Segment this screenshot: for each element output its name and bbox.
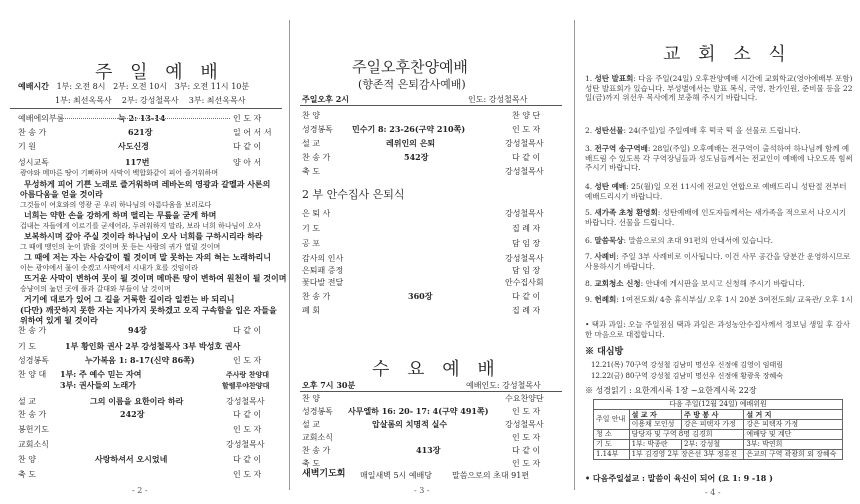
news-text: : 주일 3부 사례비로 이사됩니다. 이건 사무 공간을 당분간 운영하시므로 사용하시기 바랍니다. xyxy=(585,252,851,271)
reading-line: 이는 광야에서 물이 솟겠고 사막에서 시내가 흐를 것임이라 xyxy=(20,264,198,272)
announcements-right: 강성철목사 xyxy=(226,440,265,449)
responsive-reading-label: 성시교독 xyxy=(18,158,49,167)
hymn-label: 찬 송 가 xyxy=(18,128,47,137)
reading-line: 광야와 메마른 땅이 기뻐하며 사막이 백합화같이 피어 즐거워하며 xyxy=(20,169,219,177)
table-cell: 예배당 및 계단 xyxy=(744,430,843,440)
afternoon-service-title: 주일오후찬양예배 xyxy=(352,58,468,76)
sermon-preacher: 강성철목사 xyxy=(226,397,265,406)
dawn-prayer-title: 새벽기도회 xyxy=(302,469,346,479)
retire-row-right: 집 례 자 xyxy=(512,224,541,233)
retire-row-right: 강성철목사 xyxy=(505,209,544,218)
news-text: : 안내에 게시판을 보시고 신청해 주시기 바랍니다. xyxy=(640,279,805,288)
news-label: 새가족 초청 환영회 xyxy=(594,208,658,217)
sermon-title: 그의 이름을 요한이라 하라 xyxy=(90,396,184,406)
worship-committee-table xyxy=(593,399,843,460)
afternoon-leader: 인도: 강성철목사 xyxy=(468,95,528,104)
bible-reading: ※ 성경읽기 : 요한계시록 1장 ~요한계시록 22장 xyxy=(585,386,757,395)
scripture-ref: 민수기 8: 23-26(구약 210쪽) xyxy=(352,124,466,134)
reading-line: 거기에 대로가 있어 그 길을 거룩한 길이라 일컫는 바 되리니 xyxy=(24,294,235,304)
wed-row-right: 다 같 이 xyxy=(512,446,541,455)
table-cell: 1부: 박종란 xyxy=(629,440,681,450)
retire-row: 공 포 xyxy=(302,239,320,248)
hymn2-label: 찬 송 가 xyxy=(18,326,47,335)
page-number: - 3 - xyxy=(414,486,430,495)
next-sermon: • 다음주일설교 : 말씀이 육신이 되어 (요 1: 9 -18 ) xyxy=(585,473,773,483)
news-label: 성탄선물 xyxy=(594,126,624,135)
retire-row: 폐 회 xyxy=(302,306,320,315)
invocation-label: 기 원 xyxy=(18,142,36,151)
wed-row-right: 인 도 자 xyxy=(512,459,541,468)
news-item-4 xyxy=(585,182,855,201)
table-row-label: 주일 안내 xyxy=(594,410,630,430)
sermon-label: 설 교 xyxy=(18,397,36,406)
invocation-mid: 사도신경 xyxy=(118,141,149,151)
retire-row: 감사의 인사 xyxy=(302,254,344,263)
wed-row: 찬 양 xyxy=(302,394,320,403)
scripture-ref: 누가복음 1: 8-17(신약 86쪽) xyxy=(85,355,195,365)
sunday-service-column xyxy=(0,0,290,504)
table-cell: 청 소 xyxy=(594,430,630,440)
table-cell: 2부: 강성철 xyxy=(682,440,744,450)
news-item-9 xyxy=(585,295,855,305)
news-item-1 xyxy=(585,74,855,103)
reading-line: 무성하게 피어 기쁜 노래로 즐거워하며 레바논의 영광과 갈멜과 사론의 xyxy=(24,179,271,189)
news-num: 2. xyxy=(585,126,593,135)
news-label: 성탄 예배 xyxy=(594,182,627,191)
retire-row-right: 강성철목사 xyxy=(505,254,544,263)
table-cell: 이용채 모인성 xyxy=(629,420,681,430)
hymn-label: 찬 송 가 xyxy=(302,153,331,162)
offering-label: 봉헌기도 xyxy=(18,425,49,434)
table-header: 설 거 지 xyxy=(744,410,843,420)
table-header: 주 방 봉 사 xyxy=(682,410,744,420)
reading-line: 승냥이의 눕던 곳에 풀과 갈대와 부들이 날 것이며 xyxy=(20,285,171,293)
invocation-right: 다 같 이 xyxy=(233,142,262,151)
praise-title: 사랑하셔서 오시었네 xyxy=(95,454,168,464)
wed-row: 설 교 xyxy=(302,420,320,429)
table-cell: 담당자 및 구역 8명 김경희 xyxy=(629,430,744,440)
church-news-title: 교 회 소 식 xyxy=(663,44,792,65)
news-item-5 xyxy=(585,208,855,227)
wed-row: 성경봉독 xyxy=(302,407,333,416)
retire-row: 꽃다발 전달 xyxy=(302,278,344,287)
retire-row: 은 퇴 사 xyxy=(302,209,331,218)
table-title: 다음 주일(12월 24일) 예배위원 xyxy=(594,400,843,410)
wednesday-leader: 예배인도: 강성철목사 xyxy=(466,381,541,390)
benediction-label: 축 도 xyxy=(302,167,320,176)
call-right: 인 도 자 xyxy=(233,114,262,123)
news-item-7 xyxy=(585,252,855,271)
scripture-right: 인 도 자 xyxy=(233,356,262,365)
news-text: : 성탄예배에 인도자들께서는 새가족을 적으로서 나오시기 바랍니다. 선물을 드립니다. xyxy=(585,208,847,227)
choir-1: 주사랑 찬양대 xyxy=(226,370,270,379)
retire-row-right: 안수집사회 xyxy=(505,278,544,287)
hymn-number: 542장 xyxy=(404,152,429,162)
dotted-leader xyxy=(60,118,230,119)
wed-hymn: 413장 xyxy=(416,445,441,455)
benediction-label: 축 도 xyxy=(18,470,36,479)
news-text: : 28일(주일) 오후예배는 전구역이 출석하여 하나님께 함께 예배드림 수 있도록 각 구역장님들과 성도님들께서는 전교인이 예배에 나오도록 힘써 주시기 바랍니다. xyxy=(585,144,853,172)
news-label: 사례비 xyxy=(594,252,617,261)
table-header: 설 교 자 xyxy=(629,410,681,420)
wednesday-time: 오후 7시 30분 xyxy=(302,380,356,390)
call-verse: 눅 2: 13-14 xyxy=(118,113,166,123)
reading-line: (다만) 깨끗하지 못한 자는 지나가지 못하겠고 오직 구속함을 입은 자들을 xyxy=(20,305,277,315)
wed-row-right: 인 도 자 xyxy=(512,407,541,416)
praise-right: 찬 양 단 xyxy=(512,111,541,120)
reading-line: 그것들이 여호와의 영광 곧 우리 하나님의 아름다움을 보리로다 xyxy=(20,201,212,209)
retire-row: 은퇴패 증정 xyxy=(302,266,344,275)
news-text: : 1여전도회/ 4층 휴식부실/ 오후 1시 20분 3여전도회/ 교육관/ 오후 1시 xyxy=(616,295,853,304)
reading-line: 그 때에 저는 자는 사슴같이 뛸 것이며 말 못하는 자의 혀는 노래하리니 xyxy=(24,252,272,262)
hymn3-right: 다 같 이 xyxy=(233,410,262,419)
retirement-title: 2 부 안수집사 은퇴식 xyxy=(302,188,405,201)
visitation-line: 12.22(금) 80구역 강성철 김남미 명선우 신정애 황광욱 장혜숙 xyxy=(591,372,783,380)
news-text: : 24(주일)일 주일예배 후 떡국 떡 을 선물로 드립니다. xyxy=(623,126,801,135)
retire-hymn-number: 360장 xyxy=(408,291,433,301)
announcements-label: 교회소식 xyxy=(18,440,49,449)
choir-song-1: 1부: 주 예수 믿는 자여 xyxy=(60,369,142,379)
reading-line: 겁내는 자들에게 이르기를 굳세어라, 두려워하지 말라, 보라 너희 하나님이 오사 xyxy=(20,222,261,230)
choir-song-3: 3부: 권사들의 노래가 xyxy=(60,380,136,390)
afternoon-time: 주일오후 2시 xyxy=(302,94,349,104)
news-item-6 xyxy=(585,236,855,246)
news-label: 말씀묵상 xyxy=(594,236,624,245)
retire-row-right: 다 같 이 xyxy=(512,292,541,301)
table-cell: 1부 김경영 2부 장은선 3부 정유진 xyxy=(629,450,744,460)
news-text: : 말씀으로의 초대 91편의 안내서에 있습니다. xyxy=(623,236,774,245)
responsive-reading-right: 양 아 서 xyxy=(233,158,262,167)
reading-line: 위하여 있게 될 것이라 xyxy=(20,315,98,325)
offering-right: 인 도 자 xyxy=(233,425,262,434)
benediction-right: 인 도 자 xyxy=(233,470,262,479)
news-num: 3. xyxy=(585,144,593,153)
afternoon-service-column xyxy=(290,0,575,504)
divider xyxy=(300,105,562,106)
wed-row: 교회소식 xyxy=(302,433,333,442)
reading-line: 너희는 약한 손을 강하게 하며 떨리는 무릎을 굳게 하며 xyxy=(24,210,217,220)
visitation-line: 12.21(목) 70구역 강성철 김남미 명선우 신정애 김영이 임태림 xyxy=(591,361,783,369)
prayer-label: 기 도 xyxy=(18,342,36,351)
page-number: - 2 - xyxy=(132,486,148,495)
news-label: 성탄 발표회 xyxy=(594,74,634,83)
service-leaders: 1부: 최선옥목사 2부: 강성철목사 3부: 최선옥목사 xyxy=(55,96,246,105)
scripture-label: 성경봉독 xyxy=(18,356,49,365)
call-to-worship: 예배에의부름 xyxy=(18,114,65,123)
choir-label: 찬 양 대 xyxy=(18,370,47,379)
scripture-label: 성경봉독 xyxy=(302,125,333,134)
praise-label: 찬 양 xyxy=(302,111,320,120)
dawn-prayer-note: 말씀으로의 초대 91편 xyxy=(452,471,530,480)
news-text: : 25(월)일 오전 11시에 전교인 연합으로 예배드리니 성탄절 전부터 예배드리시기 바랍니다. xyxy=(585,182,847,201)
news-label: 교회청소 신청 xyxy=(594,279,641,288)
choir-3: 할렐루야찬양대 xyxy=(222,381,270,390)
praise-right: 다 같 이 xyxy=(233,455,262,464)
visitation-title: ※ 대심방 xyxy=(585,347,624,357)
news-item-2 xyxy=(585,126,855,136)
wed-row: 축 도 xyxy=(302,459,320,468)
news-num: 8. xyxy=(585,279,593,288)
news-text: : 다음 주일(24일) 오후찬양예배 시간에 교회학교(영아에배부 포함) 성탄 발표회가 있습니다. 부성별에서는 발표 복식, 국영, 찬가인원, 준비물 등을 22일(금)까지 위선우 목사에게 보충해 주시기 바랍니다. xyxy=(585,74,853,102)
reading-line: 아름다움을 얻을 것이라 xyxy=(20,189,103,199)
service-times: 예배시간 1부: 오전 8시 2부: 오전 10시 3부: 오전 11시 10분 xyxy=(18,81,250,91)
retire-row-right: 집 례 자 xyxy=(512,306,541,315)
table-cell: 강은 피택자 가정 xyxy=(744,420,843,430)
fruit-note: • 택과 과일: 오늘 주일점심 택과 과일은 과성농안수집사께서 정보님 생일 후 감사한 마음으로 대접합니다. xyxy=(585,320,851,339)
sermon-title: 레위인의 은퇴 xyxy=(386,138,436,148)
afternoon-service-subtitle: (향존적 은퇴감사예배) xyxy=(358,78,466,91)
prayer-leaders: 1부 황인화 권사 2부 강성철목사 3부 박성호 권사 xyxy=(65,341,241,351)
hymn-number: 621장 xyxy=(128,127,153,137)
hymn3-number: 242장 xyxy=(120,409,145,419)
news-item-3 xyxy=(585,144,855,173)
hymn3-label: 찬 송 가 xyxy=(18,410,47,419)
sermon-label: 설 교 xyxy=(302,139,320,148)
hymn2-right: 다 같 이 xyxy=(233,326,262,335)
wed-row: 찬 송 가 xyxy=(302,446,331,455)
wed-scripture: 사무엘하 16: 20- 17: 4(구약 491쪽) xyxy=(348,406,489,416)
benediction-right: 강성철목사 xyxy=(505,167,544,176)
news-num: 6. xyxy=(585,236,593,245)
news-num: 7. xyxy=(585,252,593,261)
responsive-reading-number: 117번 xyxy=(125,157,150,167)
table-cell: 기 도 xyxy=(594,440,630,450)
news-num: 1. xyxy=(585,74,593,83)
news-num: 5. xyxy=(585,208,593,217)
hymn-right: 일 어 서 서 xyxy=(233,128,272,137)
divider xyxy=(10,108,282,109)
page-number: - 4 - xyxy=(705,488,721,497)
sermon-preacher: 강성철목사 xyxy=(505,139,544,148)
church-news-column xyxy=(575,0,860,504)
reading-line: 뜨거운 사막이 변하여 못이 될 것이며 메마른 땅이 변하여 원천이 될 것이며 xyxy=(24,273,287,283)
wed-row-right: 인 도 자 xyxy=(512,433,541,442)
table-cell: 1.14부 xyxy=(594,450,630,460)
table-cell: 3부: 박연희 xyxy=(744,440,843,450)
sunday-service-title: 주 일 예 배 xyxy=(95,62,224,83)
hymn2-number: 94장 xyxy=(128,325,147,335)
retire-row-right: 담 임 장 xyxy=(512,239,541,248)
table-cell: 강은 피택자 가정 xyxy=(682,420,744,430)
praise-label: 찬 양 xyxy=(18,455,36,464)
scripture-right: 인 도 자 xyxy=(512,125,541,134)
dawn-prayer-time: 매일새벽 5시 예배당 xyxy=(360,471,432,480)
wed-sermon: 압살롬의 치명적 실수 xyxy=(372,419,448,429)
retire-row-right: 담 임 장 xyxy=(512,266,541,275)
reading-line: 그 때에 맹인의 눈이 밝을 것이며 못 듣는 사람의 귀가 열릴 것이며 xyxy=(20,243,221,251)
retire-row: 찬 송 가 xyxy=(302,292,331,301)
hymn-right: 다 같 이 xyxy=(512,153,541,162)
news-label: 전구역 송구역배 xyxy=(594,144,648,153)
news-label: 헌례회 xyxy=(594,295,617,304)
retire-row: 기 도 xyxy=(302,224,320,233)
wed-row-right: 강성철목사 xyxy=(505,420,544,429)
divider xyxy=(300,391,562,392)
news-num: 9. xyxy=(585,295,593,304)
table-cell: 은교의 구역 곽광희 외 장혜숙 xyxy=(744,450,843,460)
news-item-8 xyxy=(585,279,855,289)
reading-line: 보복하시며 갚아 주실 것이라 하나님이 오사 너희를 구하시리라 하라 xyxy=(24,231,263,241)
wed-row-right: 수요찬양단 xyxy=(505,394,544,403)
news-num: 4. xyxy=(585,182,593,191)
wednesday-service-title: 수 요 예 배 xyxy=(372,359,501,380)
